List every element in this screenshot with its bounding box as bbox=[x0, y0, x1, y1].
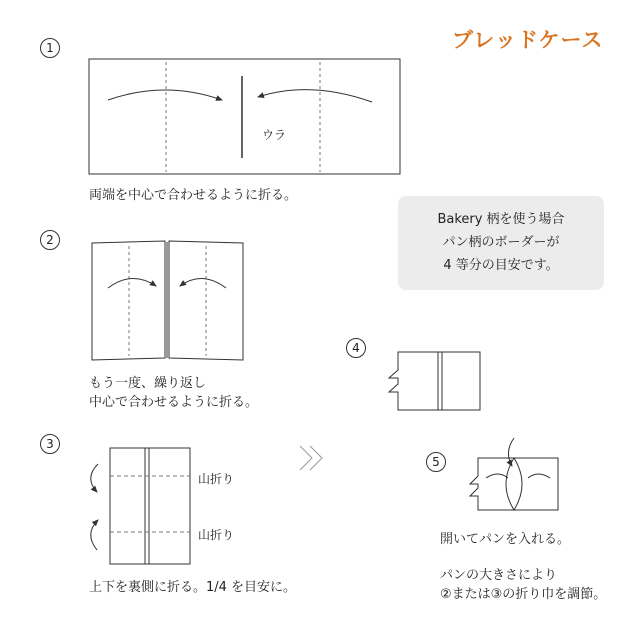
step-5-note-line-2: ②または③の折り巾を調節。 bbox=[440, 587, 607, 602]
step-4-number: 4 bbox=[346, 338, 366, 358]
back-side-label: ウラ bbox=[262, 128, 287, 142]
step-3-diagram bbox=[91, 448, 190, 564]
step-1-number: 1 bbox=[40, 38, 60, 58]
note-line-2: パン柄のボーダーが bbox=[442, 235, 560, 250]
next-chevron-icon bbox=[300, 446, 322, 470]
page-title: ブレッドケース bbox=[452, 28, 604, 52]
step-5-note bbox=[440, 566, 606, 604]
step-1-caption: 両端を中心で合わせるように折る。 bbox=[89, 188, 298, 203]
fold-arrow-icon bbox=[91, 520, 98, 550]
step-1-diagram bbox=[89, 59, 400, 174]
step-4-diagram bbox=[389, 352, 480, 410]
mountain-fold-label-bottom: 山折り bbox=[198, 528, 235, 542]
step-5-diagram bbox=[470, 438, 558, 510]
step-3-number: 3 bbox=[40, 434, 60, 454]
step-2-number: 2 bbox=[40, 230, 60, 250]
note-line-1: Bakery 柄を使う場合 bbox=[437, 212, 565, 227]
mountain-fold-label-top: 山折り bbox=[198, 472, 235, 486]
step-2-caption bbox=[89, 374, 258, 412]
note-line-3: 4 等分の目安です。 bbox=[443, 258, 559, 273]
step-5-note-line-1: パンの大きさにより bbox=[440, 568, 558, 583]
step-5-number: 5 bbox=[426, 452, 446, 472]
step-3-caption: 上下を裏側に折る。1/4 を目安に。 bbox=[89, 580, 297, 595]
fold-arrow-icon bbox=[91, 464, 98, 492]
bakery-pattern-note bbox=[398, 196, 604, 290]
step-5-caption: 開いてパンを入れる。 bbox=[440, 532, 571, 547]
step-2-caption-line-2: 中心で合わせるように折る。 bbox=[89, 395, 259, 410]
step-2-caption-line-1: もう一度、繰り返し bbox=[89, 376, 207, 391]
step-2-diagram bbox=[92, 241, 243, 360]
